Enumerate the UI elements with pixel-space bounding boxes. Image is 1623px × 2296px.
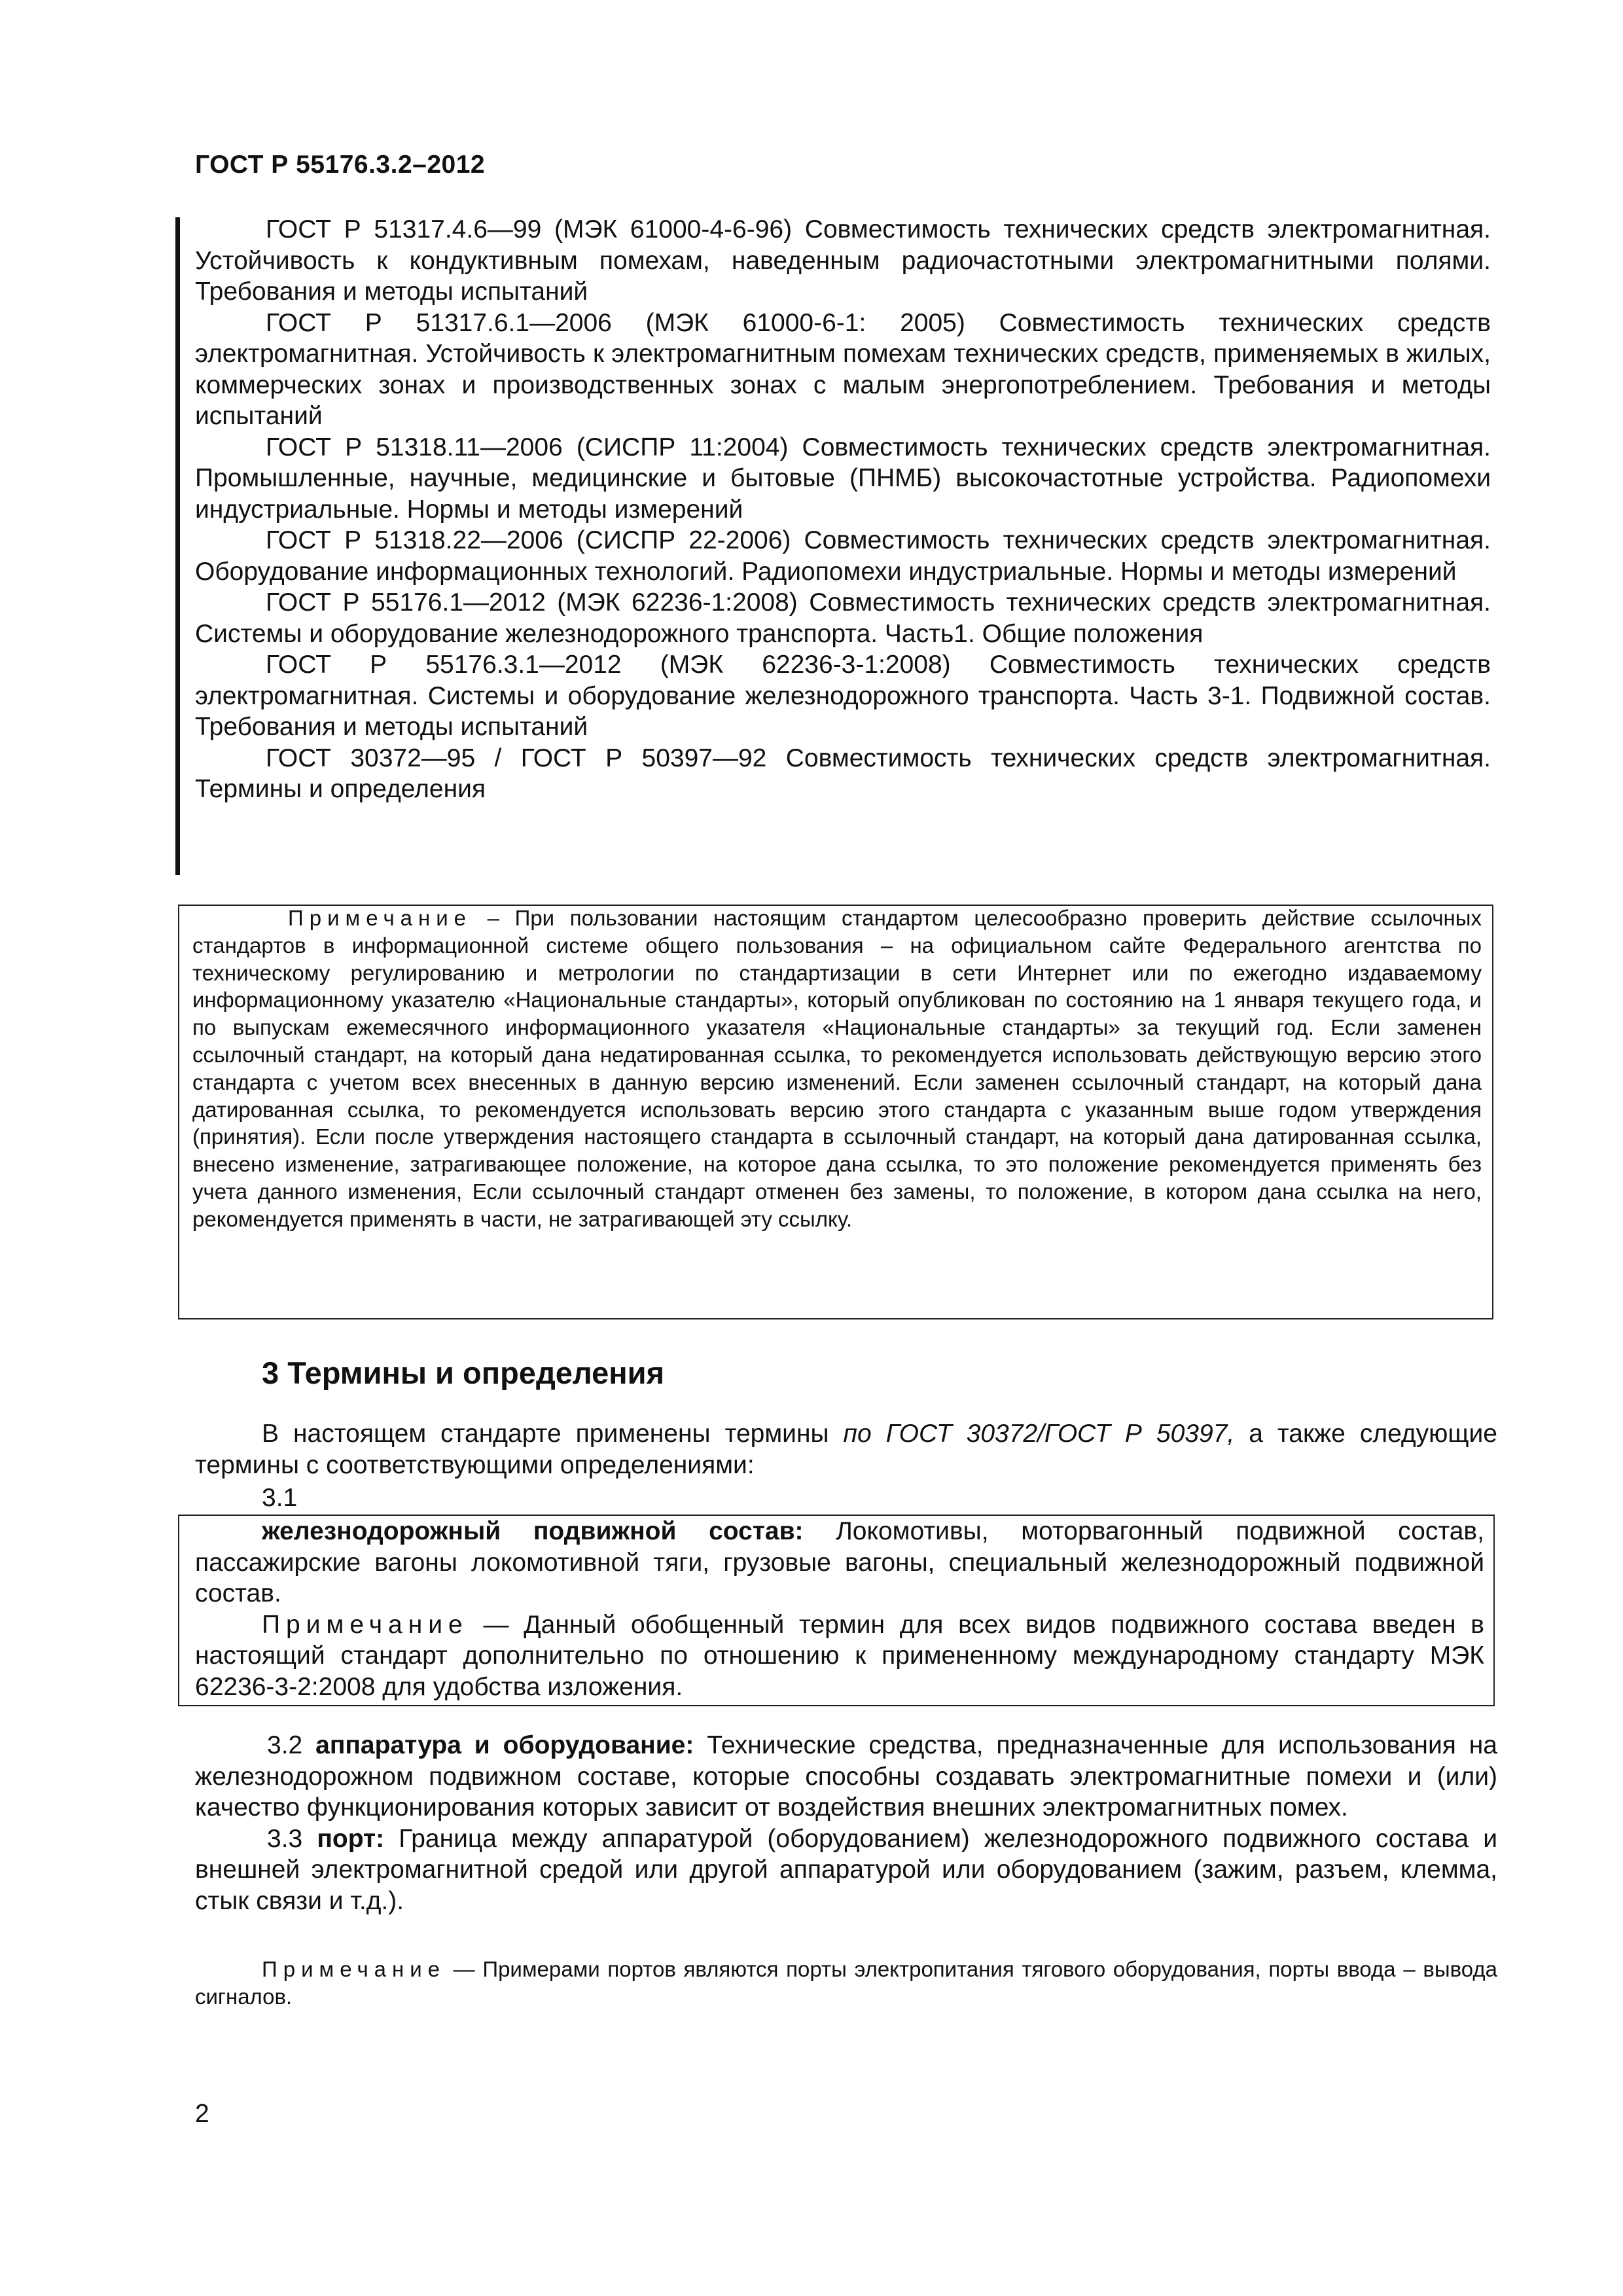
term-3-1: [195, 1516, 1484, 1702]
reference-item: ГОСТ Р 51318.22—2006 (СИСПР 22-2006) Совместимость технических средств электромагнитная. Оборудование информационных технологий. Радиопомехи индустриальные. Нормы и методы измерений: [195, 526, 1491, 586]
note-label: Примечание: [262, 1610, 469, 1639]
term-name: аппаратура и оборудование:: [315, 1731, 694, 1759]
term-note: [195, 1609, 1484, 1703]
reference-item: ГОСТ Р 51317.6.1—2006 (МЭК 61000-6-1: 2005) Совместимость технических средств электромагнитная. Устойчивость к электромагнитным помехам технических средств, применяемых в жилых, коммерческих зонах и производственных зонах с малым энергопотреблением. Требования и методы испытаний: [195, 308, 1491, 430]
note-text: — Примерами портов являются порты электропитания тягового оборудования, порты ввода – вывода сигналов.: [195, 1957, 1497, 2009]
term-definition-text: Технические средства, предназначенные для использования на железнодорожном подвижном составе, которые способны создавать электромагнитные помехи и (или) качество функционирования которых зависит от воздействия внешних электромагнитных помех.: [195, 1731, 1497, 1821]
term-definition-text: Локомотивы, моторвагонный подвижной состав, пассажирские вагоны локомотивной тяги, грузовые вагоны, специальный железнодорожный подвижной состав.: [195, 1517, 1484, 1607]
term-number: 3.1: [262, 1484, 298, 1512]
intro-reference: по ГОСТ 30372/ГОСТ Р 50397,: [843, 1420, 1235, 1448]
normative-references: [195, 214, 1491, 805]
document-header: ГОСТ Р 55176.3.2–2012: [195, 151, 486, 179]
reference-item: ГОСТ Р 51317.4.6—99 (МЭК 61000-4-6-96) Совместимость технических средств электромагнитная. Устойчивость к кондуктивным помехам, наведенным радиочастотными электромагнитными полями. Требования и методы испытаний: [195, 215, 1491, 306]
term-3-2: [195, 1730, 1497, 1823]
page-number: 2: [195, 2100, 209, 2128]
term-definition-text: Граница между аппаратурой (оборудованием) железнодорожного подвижного состава и внешней электромагнитной средой или другой аппаратурой или оборудованием (зажим, разъем, клемма, стык связи и т.д.).: [195, 1824, 1497, 1915]
term-name: порт:: [317, 1824, 385, 1853]
references-note: [192, 905, 1482, 1233]
change-bar: [175, 217, 180, 875]
term-number: 3.2: [267, 1731, 303, 1759]
reference-item: ГОСТ Р 51318.11—2006 (СИСПР 11:2004) Совместимость технических средств электромагнитная. Промышленные, научные, медицинские и бытовые (ПНМБ) высокочастотные устройства. Радиопомехи индустриальные. Нормы и методы измерений: [195, 433, 1491, 524]
intro-text-end: а также следующие термины с соответствующими определениями:: [195, 1420, 1497, 1479]
term-3-3: [195, 1823, 1497, 1917]
section-intro: [195, 1418, 1497, 1480]
intro-text: В настоящем стандарте применены термины: [262, 1420, 844, 1448]
term-number: 3.3: [267, 1824, 303, 1853]
note-text: – При пользовании настоящим стандартом целесообразно проверить действие ссылочных стандартов в информационной системе общего пользования – на официальном сайте Федерального агентства по техническому регулированию и метрологии по стандартизации в сети Интернет или по ежегодно издаваемому информационному указателю «Национальные стандарты», который опубликован по состоянию на 1 января текущего года, и по выпускам ежемесячного информационного указателя «Национальные стандарты» за текущий год. Если заменен ссылочный стандарт, на который дана недатированная ссылка, то рекомендуется использовать действующую версию этого стандарта с учетом всех внесенных в данную версию изменений. Если заменен ссылочный стандарт, на который дана датированная ссылка, то рекомендуется использовать версию этого стандарта с указанным выше годом утверждения (принятия). Если после утверждения настоящего стандарта в ссылочный стандарт, на который дана датированная ссылка, внесено изменение, затрагивающее положение, на которое дана ссылка, то это положение рекомендуется применять без учета данного изменения, Если ссылочный стандарт отменен без замены, то положение, в котором дана ссылка на него, рекомендуется применять в части, не затрагивающей эту ссылку.: [192, 906, 1482, 1231]
port-note: [195, 1956, 1497, 2011]
note-text: — Данный обобщенный термин для всех видов подвижного состава введен в настоящий стандарт дополнительно по отношению к примененному международному стандарту МЭК 62236-3-2:2008 для удобства изложения.: [195, 1610, 1484, 1701]
note-label: Примечание: [262, 1957, 446, 1981]
section-title: 3 Термины и определения: [262, 1355, 664, 1390]
reference-item: ГОСТ 30372—95 / ГОСТ Р 50397—92 Совместимость технических средств электромагнитная. Термины и определения: [195, 744, 1491, 803]
reference-item: ГОСТ Р 55176.3.1—2012 (МЭК 62236-3-1:2008) Совместимость технических средств электромагнитная. Системы и оборудование железнодорожного транспорта. Часть 3-1. Подвижной состав. Требования и методы испытаний: [195, 651, 1491, 741]
term-definitions: [195, 1730, 1497, 1916]
term-name: железнодорожный подвижной состав:: [262, 1517, 804, 1545]
reference-item: ГОСТ Р 55176.1—2012 (МЭК 62236-1:2008) Совместимость технических средств электромагнитная. Системы и оборудование железнодорожного транспорта. Часть1. Общие положения: [195, 588, 1491, 648]
term-definition: [195, 1516, 1484, 1609]
note-label: Примечание: [288, 906, 473, 930]
